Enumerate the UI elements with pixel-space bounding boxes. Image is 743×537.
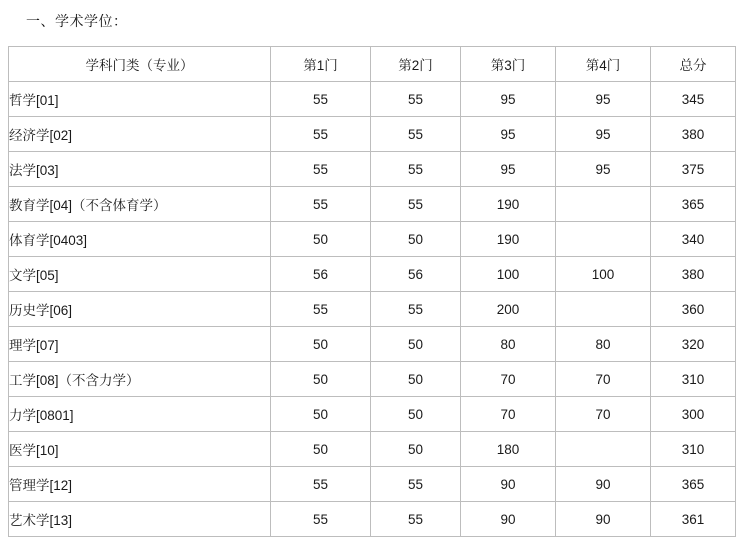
cell-total: 360 (651, 292, 736, 327)
cell-exam-3: 90 (461, 467, 556, 502)
cell-subject: 医学[10] (9, 432, 271, 467)
cell-exam-1: 50 (271, 362, 371, 397)
cell-exam-2: 55 (371, 292, 461, 327)
cell-exam-2: 55 (371, 187, 461, 222)
cell-exam-2: 50 (371, 397, 461, 432)
cell-exam-3: 70 (461, 362, 556, 397)
cell-total: 365 (651, 467, 736, 502)
cell-subject: 教育学[04]（不含体育学） (9, 187, 271, 222)
cell-exam-4 (556, 187, 651, 222)
cell-exam-3: 90 (461, 502, 556, 537)
cell-exam-4: 80 (556, 327, 651, 362)
cell-exam-2: 50 (371, 362, 461, 397)
cell-subject: 工学[08]（不含力学） (9, 362, 271, 397)
cell-subject: 历史学[06] (9, 292, 271, 327)
cell-exam-3: 95 (461, 152, 556, 187)
column-header-exam-1: 第1门 (271, 47, 371, 82)
cell-total: 310 (651, 432, 736, 467)
cell-exam-2: 55 (371, 82, 461, 117)
cell-total: 361 (651, 502, 736, 537)
cell-exam-4 (556, 292, 651, 327)
cell-exam-4 (556, 222, 651, 257)
cell-exam-1: 55 (271, 292, 371, 327)
cell-exam-1: 55 (271, 117, 371, 152)
cell-exam-2: 55 (371, 467, 461, 502)
table-row (9, 327, 736, 362)
cell-exam-3: 200 (461, 292, 556, 327)
cell-exam-3: 95 (461, 117, 556, 152)
cell-total: 300 (651, 397, 736, 432)
cell-subject: 艺术学[13] (9, 502, 271, 537)
cell-total: 345 (651, 82, 736, 117)
table-row (9, 432, 736, 467)
table-row (9, 362, 736, 397)
table-row (9, 222, 736, 257)
table-body (9, 82, 736, 537)
cell-exam-2: 56 (371, 257, 461, 292)
cell-exam-1: 50 (271, 397, 371, 432)
cell-exam-1: 50 (271, 327, 371, 362)
cell-exam-3: 80 (461, 327, 556, 362)
cell-exam-4: 95 (556, 82, 651, 117)
cell-exam-3: 180 (461, 432, 556, 467)
cell-subject: 文学[05] (9, 257, 271, 292)
column-header-exam-2: 第2门 (371, 47, 461, 82)
table-row (9, 397, 736, 432)
cell-exam-2: 50 (371, 327, 461, 362)
table-row (9, 152, 736, 187)
cell-exam-4: 70 (556, 362, 651, 397)
cell-exam-1: 50 (271, 432, 371, 467)
cell-exam-2: 55 (371, 152, 461, 187)
cell-exam-1: 55 (271, 152, 371, 187)
cell-total: 320 (651, 327, 736, 362)
cell-exam-4: 100 (556, 257, 651, 292)
cell-exam-2: 55 (371, 502, 461, 537)
cell-subject: 管理学[12] (9, 467, 271, 502)
cell-exam-3: 100 (461, 257, 556, 292)
column-header-exam-3: 第3门 (461, 47, 556, 82)
cell-subject: 理学[07] (9, 327, 271, 362)
column-header-subject: 学科门类（专业） (9, 47, 271, 82)
cell-exam-2: 55 (371, 117, 461, 152)
cell-exam-1: 55 (271, 467, 371, 502)
cell-exam-1: 55 (271, 502, 371, 537)
cell-subject: 力学[0801] (9, 397, 271, 432)
cell-exam-4: 90 (556, 502, 651, 537)
column-header-total: 总分 (651, 47, 736, 82)
academic-degree-score-table (8, 46, 736, 537)
cell-exam-3: 190 (461, 222, 556, 257)
cell-exam-2: 50 (371, 432, 461, 467)
table-row (9, 82, 736, 117)
cell-subject: 法学[03] (9, 152, 271, 187)
score-table-container (8, 46, 735, 537)
cell-exam-1: 50 (271, 222, 371, 257)
table-header (9, 47, 736, 82)
cell-total: 380 (651, 257, 736, 292)
cell-exam-4 (556, 432, 651, 467)
cell-total: 375 (651, 152, 736, 187)
cell-exam-1: 55 (271, 187, 371, 222)
table-row (9, 187, 736, 222)
column-header-exam-4: 第4门 (556, 47, 651, 82)
cell-exam-4: 70 (556, 397, 651, 432)
cell-subject: 哲学[01] (9, 82, 271, 117)
cell-exam-4: 95 (556, 117, 651, 152)
table-row (9, 292, 736, 327)
table-row (9, 257, 736, 292)
table-row (9, 117, 736, 152)
table-row (9, 467, 736, 502)
cell-subject: 体育学[0403] (9, 222, 271, 257)
cell-exam-4: 90 (556, 467, 651, 502)
cell-exam-4: 95 (556, 152, 651, 187)
cell-exam-1: 56 (271, 257, 371, 292)
cell-total: 380 (651, 117, 736, 152)
table-header-row (9, 47, 736, 82)
cell-exam-3: 70 (461, 397, 556, 432)
cell-total: 340 (651, 222, 736, 257)
cell-exam-3: 190 (461, 187, 556, 222)
page-title: 一、学术学位： (26, 13, 128, 29)
cell-exam-3: 95 (461, 82, 556, 117)
cell-total: 310 (651, 362, 736, 397)
cell-exam-2: 50 (371, 222, 461, 257)
table-row (9, 502, 736, 537)
cell-subject: 经济学[02] (9, 117, 271, 152)
cell-exam-1: 55 (271, 82, 371, 117)
cell-total: 365 (651, 187, 736, 222)
